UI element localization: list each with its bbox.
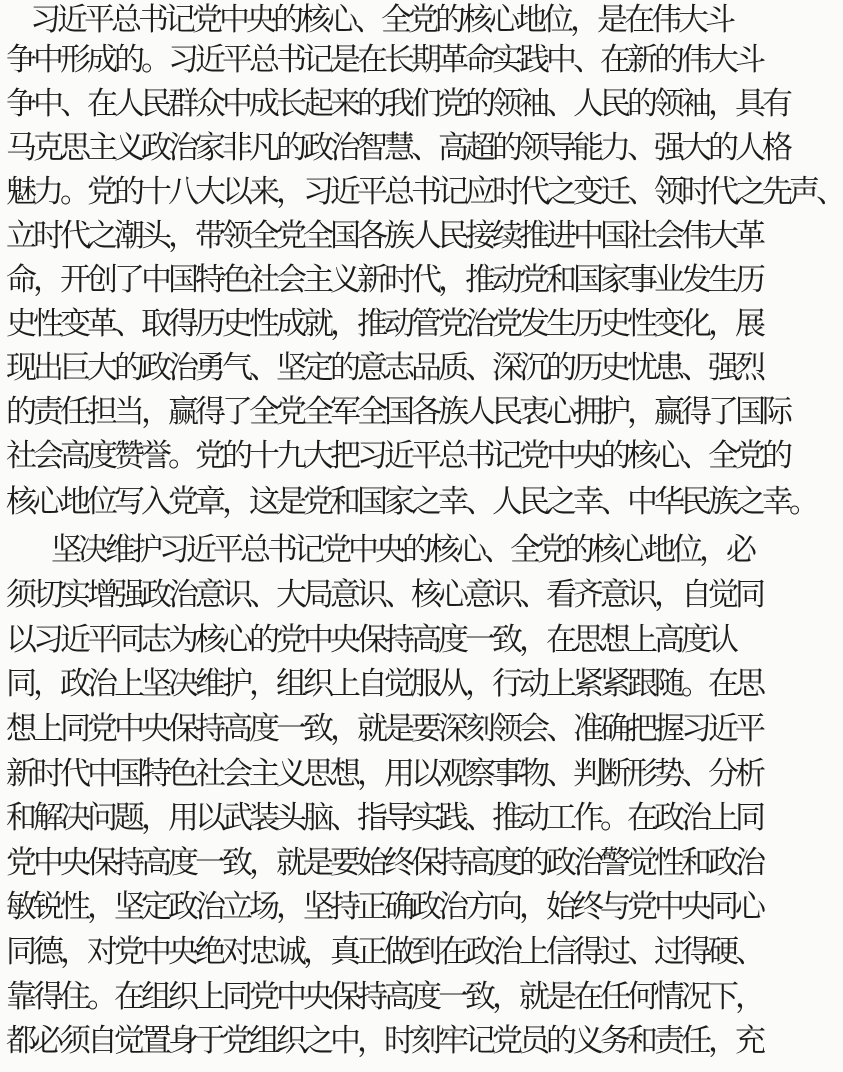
text-line: 习近平总书记党中央的核心、全党的核心地位，是在伟大斗: [30, 2, 732, 38]
text-line: 现出巨大的政治勇气、坚定的意志品质、深沉的历史忧患、强烈: [6, 350, 762, 386]
text-line: 和解决问题，用以武装头脑、指导实践、推动工作。在政治上同: [6, 800, 762, 836]
text-line: 敏锐性，坚定政治立场，坚持正确政治方向，始终与党中央同心: [6, 889, 762, 925]
text-line: 社会高度赞誉。党的十九大把习近平总书记党中央的核心、全党的: [6, 438, 789, 474]
text-line: 立时代之潮头，带领全党全国各族人民接续推进中国社会伟大革: [6, 218, 762, 254]
text-line: 史性变革、取得历史性成就，推动管党治党发生历史性变化，展: [6, 306, 762, 342]
text-line: 新时代中国特色社会主义思想，用以观察事物、判断形势、分析: [6, 756, 762, 792]
text-line: 靠得住。在组织上同党中央保持高度一致，就是在任何情况下，: [6, 979, 762, 1015]
text-line: 都必须自觉置身于党组织之中，时刻牢记党员的义务和责任，充: [6, 1023, 762, 1059]
text-line: 争中、在人民群众中成长起来的我们党的领袖、人民的领袖，具有: [6, 86, 789, 122]
text-line: 以习近平同志为核心的党中央保持高度一致，在思想上高度认: [6, 622, 735, 658]
text-line: 须切实增强政治意识、大局意识、核心意识、看齐意识，自觉同: [6, 577, 762, 613]
text-line: 马克思主义政治家非凡的政治智慧、高超的领导能力、强大的人格: [6, 130, 789, 166]
text-line: 同，政治上坚决维护，组织上自觉服从，行动上紧紧跟随。在思: [6, 666, 762, 702]
text-line: 同德，对党中央绝对忠诚，真正做到在政治上信得过、过得硬、: [6, 934, 762, 970]
text-line: 想上同党中央保持高度一致，就是要深刻领会、准确把握习近平: [6, 711, 762, 747]
paragraph-first-line: 坚决维护习近平总书记党中央的核心、全党的核心地位，必: [51, 532, 753, 568]
text-line: 争中形成的。习近平总书记是在长期革命实践中、在新的伟大斗: [6, 42, 762, 78]
text-line: 命，开创了中国特色社会主义新时代，推动党和国家事业发生历: [6, 262, 762, 298]
text-line: 魅力。党的十八大以来，习近平总书记应时代之变迁、领时代之先声、: [6, 174, 843, 210]
text-line: 党中央保持高度一致，就是要始终保持高度的政治警觉性和政治: [6, 845, 762, 881]
text-line: 核心地位写入党章，这是党和国家之幸、人民之幸、中华民族之幸。: [6, 484, 816, 520]
text-line: 的责任担当，赢得了全党全军全国各族人民衷心拥护，赢得了国际: [6, 394, 789, 430]
